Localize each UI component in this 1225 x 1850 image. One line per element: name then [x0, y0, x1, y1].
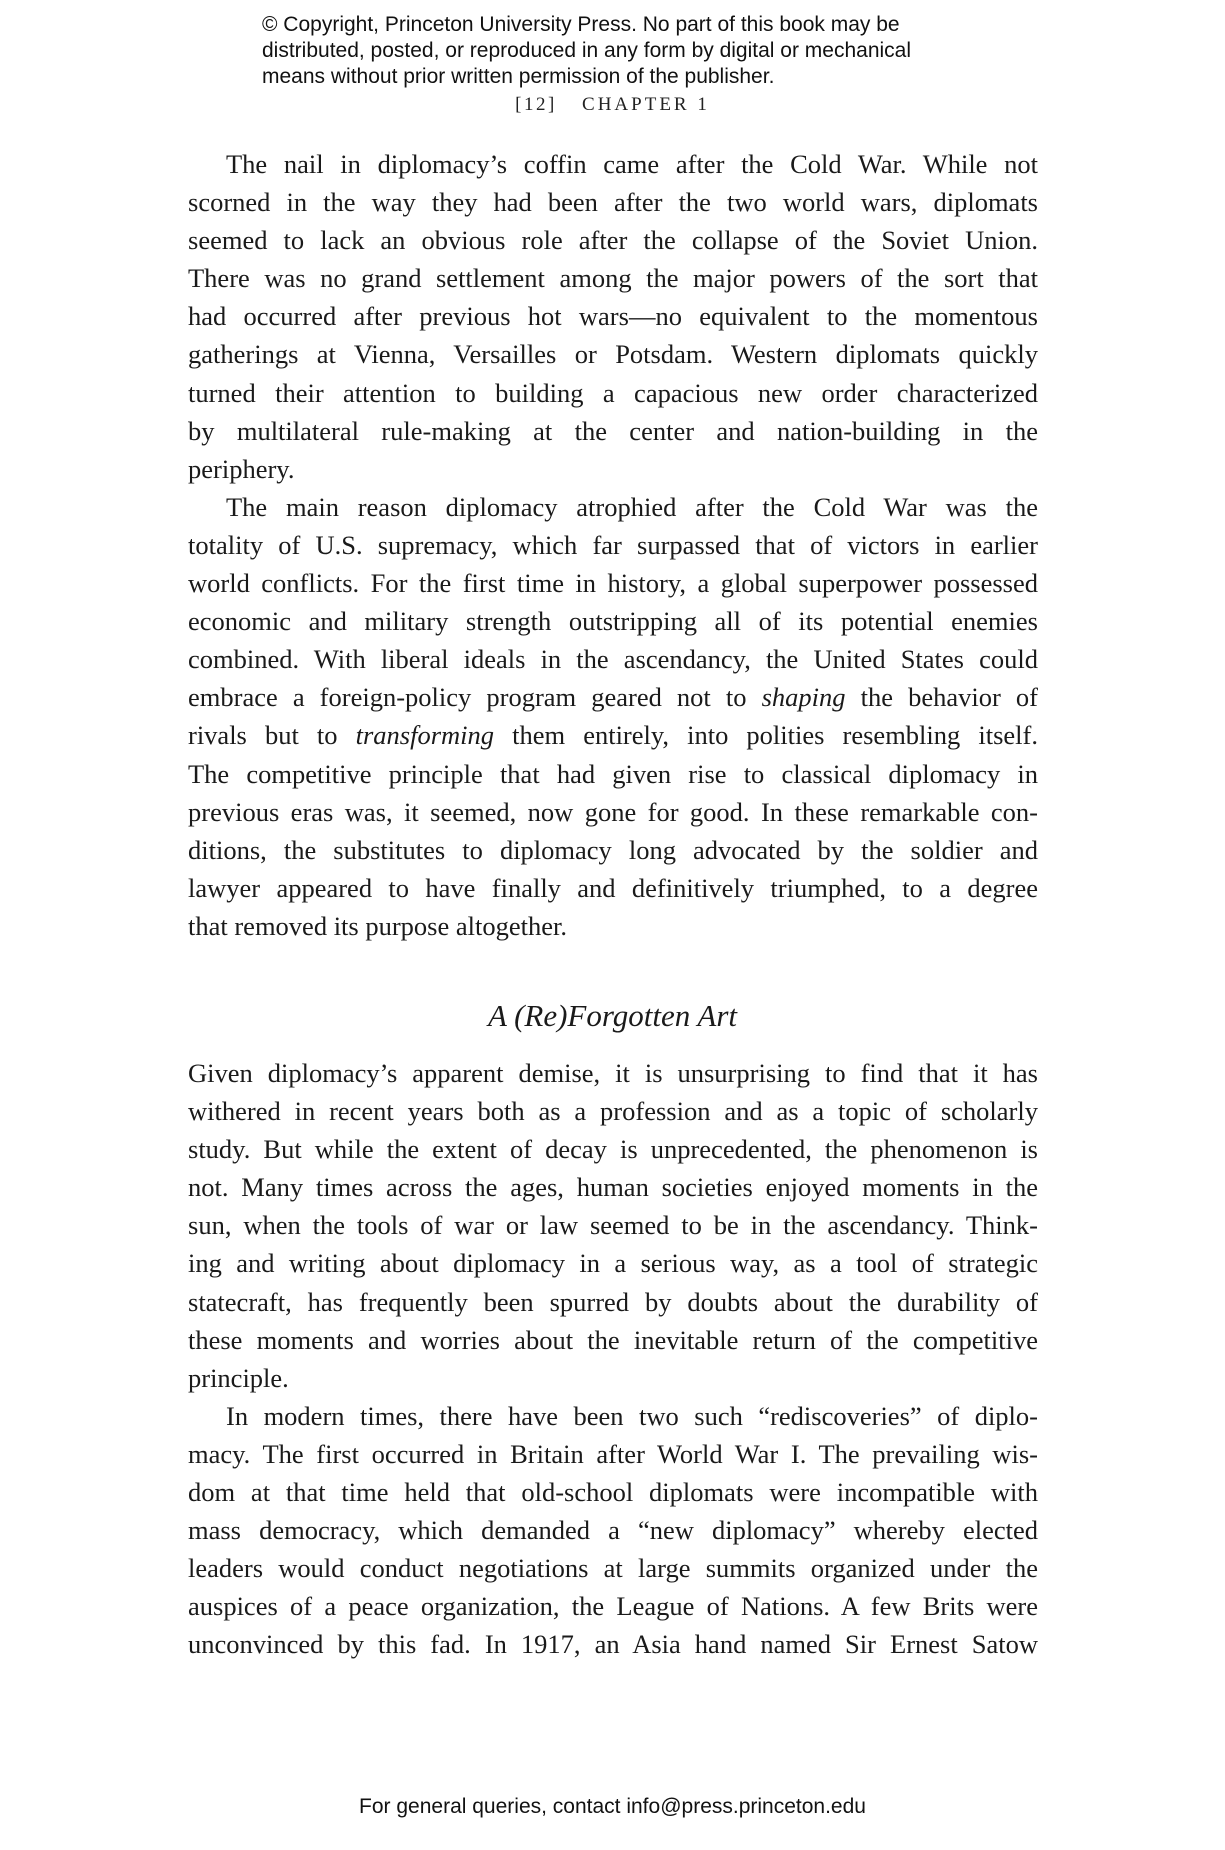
paragraph: [188, 145, 1038, 488]
text-run: embrace a foreign-policy program geared not to: [188, 682, 762, 713]
text-line: There was no grand settlement among the major powers of the sort that: [188, 263, 1038, 294]
text-line: periphery.: [188, 453, 295, 484]
text-line: that removed its purpose altogether.: [188, 910, 567, 941]
text-run: them entirely, into polities resembling itself.: [494, 720, 1038, 751]
text-line: [188, 678, 1038, 716]
text-line: In modern times, there have been two such “rediscoveries” of diplo-: [226, 1400, 1038, 1431]
text-line: totality of U.S. supremacy, which far surpassed that of victors in earlier: [188, 529, 1038, 560]
text-line: turned their attention to building a capacious new order characterized: [188, 377, 1038, 408]
text-line: principle.: [188, 1362, 289, 1393]
text-line: auspices of a peace organization, the League of Nations. A few Brits were: [188, 1591, 1038, 1622]
text-line: The main reason diplomacy atrophied after the Cold War was the: [226, 491, 1038, 522]
copyright-line: © Copyright, Princeton University Press. No part of this book may be: [262, 13, 900, 36]
text-line: The competitive principle that had given rise to classical diplomacy in: [188, 758, 1038, 789]
text-line: ditions, the substitutes to diplomacy long advocated by the soldier and: [188, 834, 1038, 865]
section-heading: A (Re)Forgotten Art: [487, 998, 738, 1033]
text-line: seemed to lack an obvious role after the collapse of the Soviet Union.: [188, 225, 1038, 256]
paragraph: [188, 1397, 1038, 1664]
running-head: [0, 94, 1225, 116]
footer-contact: For general queries, contact info@press.princeton.edu: [359, 1795, 866, 1818]
emphasis: transforming: [355, 720, 495, 751]
text-line: unconvinced by this fad. In 1917, an Asia hand named Sir Ernest Satow: [188, 1629, 1038, 1660]
chapter-label: CHAPTER 1: [582, 94, 710, 115]
text-line: these moments and worries about the inevitable return of the competitive: [188, 1324, 1038, 1355]
text-line: withered in recent years both as a profession and as a topic of scholarly: [188, 1096, 1038, 1127]
text-line: statecraft, has frequently been spurred by doubts about the durability of: [188, 1286, 1038, 1317]
text-run: rivals but to: [188, 720, 356, 751]
text-line: The nail in diplomacy’s coffin came after the Cold War. While not: [226, 149, 1038, 179]
text-line: world conflicts. For the first time in history, a global superpower possessed: [188, 568, 1038, 599]
text-line: previous eras was, it seemed, now gone for good. In these remarkable con-: [188, 796, 1038, 827]
text-line: Given diplomacy’s apparent demise, it is unsurprising to find that it has: [188, 1058, 1038, 1088]
page-number: [12]: [515, 94, 557, 115]
text-line: macy. The first occurred in Britain after World War I. The prevailing wis-: [188, 1438, 1038, 1469]
text-line: sun, when the tools of war or law seemed to be in the ascendancy. Think-: [188, 1210, 1038, 1241]
copyright-line: means without prior written permission of the publisher.: [262, 65, 775, 88]
text-line: leaders would conduct negotiations at large summits organized under the: [188, 1553, 1038, 1584]
paragraph: [188, 488, 1038, 945]
text-line: study. But while the extent of decay is unprecedented, the phenomenon is: [188, 1134, 1038, 1165]
text-line: scorned in the way they had been after the two world wars, diplomats: [188, 187, 1038, 218]
text-line: not. Many times across the ages, human societies enjoyed moments in the: [188, 1172, 1038, 1203]
text-run: the behavior of: [845, 682, 1038, 713]
text-line: economic and military strength outstripping all of its potential enemies: [188, 606, 1038, 637]
copyright-line: distributed, posted, or reproduced in any form by digital or mechanical: [262, 39, 912, 62]
text-line: had occurred after previous hot wars—no equivalent to the momentous: [188, 301, 1038, 332]
text-line: by multilateral rule-making at the center and nation-building in the: [188, 415, 1038, 446]
text-line: [188, 716, 1038, 754]
text-line: mass democracy, which demanded a “new diplomacy” whereby elected: [188, 1515, 1038, 1546]
text-line: gatherings at Vienna, Versailles or Potsdam. Western diplomats quickly: [188, 339, 1038, 370]
text-line: ing and writing about diplomacy in a serious way, as a tool of strategic: [188, 1248, 1038, 1279]
paragraph: [188, 1054, 1038, 1397]
text-line: lawyer appeared to have finally and definitively triumphed, to a degree: [188, 872, 1038, 903]
text-line: dom at that time held that old-school diplomats were incompatible with: [188, 1477, 1038, 1508]
emphasis: shaping: [761, 682, 846, 713]
copyright-notice: [262, 12, 982, 90]
text-line: combined. With liberal ideals in the ascendancy, the United States could: [188, 644, 1038, 675]
